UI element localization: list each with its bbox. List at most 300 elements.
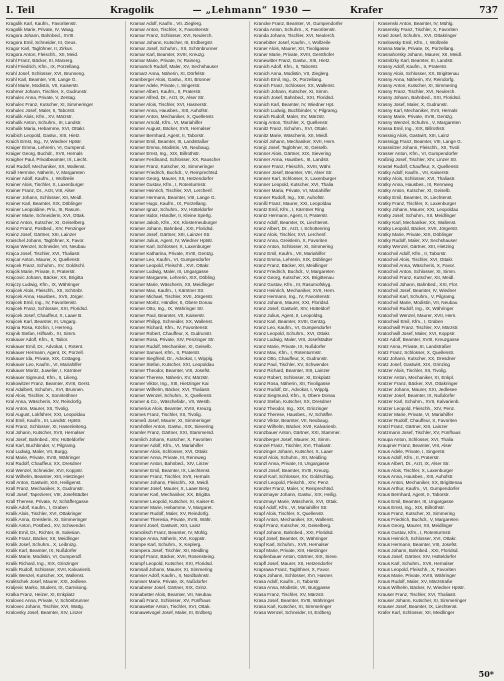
directory-entry: Krammer Johann, Fleischh., XII, Meidl. (130, 480, 210, 486)
directory-entry: Kranzberger Josef, Maurer, XI, Simm. (254, 436, 331, 442)
directory-entry: Krampf Franz, Bäcker, XVII, Rosensteing. (130, 554, 216, 560)
directory-entry: Krammer Josef, Maurer, X, Laaer Berg (130, 486, 209, 492)
directory-entry: Kratzer Josef, Beamter, IX, Nußdorfer (378, 393, 455, 399)
sheet-mark: 50* (478, 669, 494, 679)
directory-entry: Krapfenbauer Anton, Gärtner, XIX, Sieve. (254, 554, 339, 560)
directory-entry: Kraupner Franz, Beamter, VIII, Alser (378, 442, 452, 448)
directory-entry: Kral Wilhelm, Beamter, XIII, Hietzinger (6, 473, 85, 479)
directory-entry: Kranzler Franz, Maler, V, Reinprechtsd. (254, 486, 334, 492)
directory-entry: Kranich Anna, Modistin, VII, Zieglerg. (254, 70, 330, 76)
directory-entry: Krastel Rudolf, Chauffeur, X, Quellenstr. (378, 163, 460, 169)
directory-entry: Kranz Leo, Kaufm., VI, Gumpendorfer (254, 324, 332, 330)
directory-entry: Krasenski Anton, Beamter, IV, Mühlg. (378, 21, 454, 26)
directory-entry: Kranz Heinrich, Mechaniker, XVII, Hern. (254, 287, 336, 293)
directory-entry: Kral Marie, Private, XVIII, Währinger (6, 455, 81, 461)
directory-entry: Kramer Karl, Schlosser, X, Laxenburger (130, 244, 211, 250)
directory-entry: Krammer Adolf, Kfm., VI, Mariahilfer (130, 442, 204, 448)
directory-entry: Krasnahorsky Johann, Maurer, XII, Meidl. (378, 52, 463, 58)
directory-entry: Krasna Marie, Private, IX, Porzellang. (378, 45, 455, 51)
directory-entry: Kranz Johann, Maurer, XXI, Floridsd. (254, 300, 330, 306)
directory-entry: Krainer Leopoldine, Priv., III, Rasum. (6, 207, 81, 213)
directory-entry: Kranich Karl, Beamter, IV, Wiedner Hpt. (254, 101, 335, 107)
directory-entry: Kramer Leo, Kaufm., VI, Gumpendorfer (130, 256, 211, 262)
directory-entry: Kratochwil Emil, Kfm., I, Graben (378, 318, 444, 324)
directory-entry: Kraprawa Franz, Taglöhner, X, Favor. (254, 566, 331, 572)
directory-entry: Kramer Johann, Bahnbed., XXI, Floridsd. (130, 225, 214, 231)
directory-entry: Kratky Wenzel, Gärtner, XIII, Hietzing (378, 244, 454, 250)
directory-entry: Kranizl Johann, Mechaniker, XVII, Hern. (254, 138, 336, 144)
directory-entry: Kralik Richard, Ing., XIX, Grinzinger (6, 560, 79, 566)
directory-entry: Kramer Alfred, Dr., Arzt, IX, Alser Str. (130, 95, 205, 101)
directory-entry: Kraslowsky Emil, Kfm., I, Wollzeile (378, 39, 449, 45)
directory-entry: Kramerius Alois, Beamter, XVIII, Kreuzg. (130, 405, 213, 411)
directory-entry: Kranner Josef, Beamter, VIII, Alser Str. (254, 169, 333, 175)
directory-entry: Krassnig Alois, Gastwirt, XIII, Lainz (378, 132, 450, 138)
directory-entry: Kranzl Leopold, Fleischh., XIV, Penz. (254, 480, 330, 486)
directory-entry: Kratky Karl, Mechaniker, XX, Wallenst. (378, 219, 457, 225)
directory-entry: Krassnitzer Johann, Fleischh., XII, Tivoli (378, 145, 460, 151)
directory-entry: Kratky Anton, Kutscher, XI, Geiselb. (378, 188, 451, 194)
directory-entry: Kranich Josef, Bahnbed., XXI, Floridsd. (254, 95, 335, 101)
directory-entry: Krajicek Josef, Chauffeur, X, Laaer B. (6, 312, 83, 318)
directory-entry: Kratky Franz, Tischler, X, Laxenburger (378, 200, 457, 206)
directory-entry: Kranner Maria, Private, VI, Mariahilfer (254, 188, 331, 194)
directory-entry: Kramer Gustav, Kfm., I, Rotenturmstr. (130, 182, 207, 188)
directory-entry: Krassnigg Franz, Beamter, VIII, Lange G. (378, 138, 463, 144)
directory-entry: Kramar Adolf, Kaufm., VII, Zieglerg. (130, 21, 203, 26)
directory-entry: Kranz Rudolf, Dr., Advokat, I, Wipplg. (254, 386, 330, 392)
directory-entry: Kratzer Leopold, Fleischh., XIV, Penz. (378, 405, 456, 411)
directory-entry: Kratochvil Franz, Kutscher, XII, Meidl. (378, 275, 455, 281)
directory-entry: Kramer Max, Kaufm., I, Kärntner Str. (130, 287, 205, 293)
directory-entry: Kramer Samuel, Kfm., II, Praterstr. (130, 349, 201, 355)
directory-entry: Kral Anton, Maurer, XII, Tivolig. (6, 405, 70, 411)
directory-entry: Kranz Friedrich, Buchdr., V, Margareten (254, 269, 335, 275)
directory-entry: Kragora Anton, Fleischh., XII, Meid. (6, 52, 79, 58)
directory-entry: Krakauer Sigmund, Kfm., II, Lilieng. (6, 374, 79, 380)
directory-entry: Kraljevic Marko, Student, IX, Garnisong. (6, 585, 88, 591)
directory-entry: Kranz Gustav, Kfm., III, Rasumofskyg. (254, 281, 332, 287)
directory-entry: Kramer Franz, Kutscher, XI, Simmeringer (130, 163, 214, 169)
page-number: 737 (479, 6, 498, 16)
directory-entry: Krajcik Marie, Private, II, Praterstr. (6, 269, 76, 275)
directory-entry: Kramer Bernhard, Agent, II, Taborstr. (130, 132, 205, 138)
directory-entry: Kratky Johann, Maurer, XXI, Leopoldau (378, 207, 459, 213)
directory-entry: Kraigher Paul, Privatbeamter, IX, Liecht. (6, 157, 88, 163)
directory-entry: Krakauer Emil, Dr., Advokat, I, Rotent. (6, 343, 84, 349)
directory-entry: Kramer Margarete, Lehrerin, XIX, Döbling (130, 275, 215, 281)
directory-entry: Kralik Emil, Dr., Richter, III, Salesian. (6, 529, 81, 535)
directory-entry: Kranz Emma, Lehrerin, XIX, Döblinger (254, 256, 333, 262)
directory-entry: Kranz Anna, Greislerin, X, Favoriten (254, 238, 328, 244)
directory-entry: Kranabetter Alois, Beamter, VII, Neubau (130, 591, 212, 597)
directory-entry: Kratz Anna, Private, III, Landstraßer (378, 343, 452, 349)
directory-entry: Kramar Karl, Beamter, XVIII, Kreuzg. (130, 52, 206, 58)
directory-entry: Krauser Johann, Kutscher, XI, Simmeringer (378, 597, 467, 603)
directory-entry: Kral August, Lokführer, XXI, Leopoldau (6, 411, 86, 417)
directory-entry: Kratz Franz, Schlosser, X, Quellenstr. (378, 349, 455, 355)
directory-entry: Krames Franz, Tischler, XII, Tivolig. (130, 411, 202, 417)
directory-entry: Krajicek Anna, Hausbes., XVII, Jörger. (6, 293, 84, 299)
directory-entry: Kranz Stefan, Kutscher, XX, Dresdner (254, 399, 332, 405)
directory-entry: Krapf Alois, Tischler, X, Quellenstr. (254, 511, 325, 517)
directory-entry: Krammer Leopold, Kutscher, XI, Kaiser-E. (130, 498, 216, 504)
directory-entry: Krapfl Josef, Maurer, XII, Hetzendorfer (254, 560, 333, 566)
directory-entry: Kranz Julius, Agent, II, Leopoldsg. (254, 312, 324, 318)
directory-entry: Krakauer Adolf, Kfm., II, Tabor. (6, 337, 69, 343)
directory-entry: Kratzer Alois, Tischler, XII, Tivolig. (378, 368, 447, 374)
directory-entry: Krahl Josef, Schlosser, XVI, Brunneng. (6, 70, 86, 76)
column-2 (130, 21, 250, 669)
column-4 (378, 21, 498, 669)
directory-entry: Kramer Alois, Tischler, XVI, Hasnerstr. (130, 101, 208, 107)
directory-entry: Kranz Karl, Beamter, XVIII, Gentzg. (254, 318, 327, 324)
directory-entry: Krajczy Ludwig, Kfm., IX, Währinger (6, 281, 80, 287)
directory-entry: Kranner Alois, Gärtner, XIX, Sievering (254, 151, 331, 157)
directory-entry: Krainz Anton, Kutscher, XI, Geiselberg. (6, 219, 86, 225)
page-title: — „Lehmann“ 1930 — (192, 6, 312, 16)
directory-entry: Kraus Albert, Dr., Arzt, IX, Alser Str. (378, 461, 450, 467)
directory-entry: Kraus Rudolf, Maler, XV, Märzstraße (378, 579, 453, 585)
directory-entry: Kranig Anton, Tischler, X, Quellenstr. (254, 120, 329, 126)
directory-entry: Kraich Ernst, Ing., IV, Wiedner Hptstr. (6, 138, 82, 144)
directory-entry: Kranz Robert, Schlosser, XI, Enkplatz (254, 374, 331, 380)
directory-entry: Kramar Johann, Kutscher, III, Erdbergstr. (130, 39, 214, 45)
directory-entry: Krahl Franz, Bäcker, III, Marxerg. (6, 58, 74, 64)
directory-entry: Krajcovic Johann, Bäcker, XX, Brigitta (6, 275, 84, 281)
directory-entry: Krakauer Leo, Kaufm., VI, Mariahilfer (6, 362, 82, 368)
page-header (6, 5, 498, 19)
directory-entry: Kramer Hugo, Kaufm., IX, Porzellang. (130, 200, 207, 206)
directory-entry: Krainer Marie, Schneiderin, XVI, Ottak. (6, 213, 86, 219)
directory-entry: Kraner Alois, Maurer, XII, Tivoligasse (254, 45, 330, 51)
directory-entry: Kratky Josef, Schuhm., XII, Meidlinger (378, 213, 456, 219)
directory-entry: Krammer Rudolf, Maler, XV, Reindorfg. (130, 511, 210, 517)
directory-entry: Krasny Adolf, Kaufm., II, Praterstr. (378, 64, 448, 70)
directory-entry: Kranner Anna, Hausbes., III, Landstr. (254, 157, 330, 163)
directory-entry: Kramer Josef, Gärtner, XIII, Lainzer Str. (130, 231, 211, 237)
directory-entry: Krajca Josef, Tischler, XVI, Thaliastr. (6, 250, 81, 256)
directory-entry: Kramer Albert, Kaufm., II, Praterstr. (130, 89, 202, 95)
directory-entry: Krajina Rosa, Köchin, I, Herreng. (6, 324, 74, 330)
directory-entry: Krampe Anna, Näherin, XVI, Koppstr. (130, 535, 206, 541)
directory-entry: Krakauer Ida, Private, XIX, Cottageg. (6, 355, 82, 361)
directory-entry: Kralik Josef, Schuhm., X, Leibnizg. (6, 542, 77, 548)
directory-entry: Krasa Franz, Tischler, XV, Märzstr. (254, 591, 325, 597)
directory-entry: Kranz Franz, Bäcker, XII, Meidlinger (254, 262, 328, 268)
directory-entry: Kranich Emil, Ing., IX, Porzellang. (254, 76, 323, 82)
directory-entry: Kral Emil, Kaufm., III, Landstr. Hptstr. (6, 418, 82, 423)
directory-entry: Krasser Anton, Kfm., VI, Gumpendorfer (378, 151, 458, 157)
directory-entry: Kraischel Johann, Taglöhner, X, Favor. (6, 238, 85, 244)
directory-entry: Krammer Anna, Private, III, Rennweg (130, 455, 206, 461)
directory-entry: Krakauer Moritz, Juwelier, I, Kärntner (6, 368, 82, 374)
directory-entry: Kramer Emil, Beamter, III, Landstraßer (130, 138, 209, 144)
directory-entry: Kraus Arthur, Kaufm., VI, Gumpendorfer (378, 486, 460, 492)
directory-entry: Kratzer Rudolf, Chauffeur, X, Favoriten (378, 418, 458, 423)
directory-entry: Kranzl Josef, Beamter, XVIII, Kreuzg. (254, 467, 330, 473)
column-3 (254, 21, 374, 669)
directory-entry: Krammer Marie, Hebamme, V, Margaret. (130, 504, 213, 510)
directory-entry: Kraus Hermann, Beamter, VIII, Josefst. (378, 542, 458, 548)
directory-entry: Kranßl Franz, Maurer, XXI, Leopoldau (254, 200, 332, 206)
directory-entry: Krammer Karl, Mechaniker, XX, Brigitta (130, 492, 210, 498)
directory-entry: Krasny Wenzel, Schuhm., V, Margareten (378, 120, 461, 126)
directory-entry: Kramarsch Rudolf, Maler, XV, Sechshauser (130, 64, 219, 70)
directory-entry: Kramer Robert, Chauffeur, X, Gudrunstr. (130, 331, 213, 337)
directory-entry: Kramer Georg, Maurer, XII, Hetzendorfer (130, 176, 214, 182)
directory-entry: Kramer Wenzel, Schuhm., X, Quellenstr. (130, 393, 213, 399)
directory-entry: Kratky Anna, Hausbes., III, Rennweg (378, 182, 454, 188)
directory-entry: Krauser Franz, Tischler, XVI, Thaliastr. (378, 591, 457, 597)
directory-entry: Kraus Wilhelm, Bäcker, IV, Wiedner Hptstr. (378, 585, 465, 591)
directory-entry: Krampera Josef, Tischler, XII, Meidling (130, 548, 209, 554)
directory-entry: Kralovec Johann, Tischler, XVI, Wattg. (6, 604, 84, 610)
directory-entry: Kranz Siegmund, Kfm., II, Obere Donau (254, 393, 336, 399)
directory-entry: Kramer Richard, Kfm., IV, Favoritenstr. (130, 324, 209, 330)
directory-entry: Krasny Anton, Kutscher, XI, Simmering (378, 83, 458, 89)
directory-entry: Kraus Adolf, Kfm., II, Praterstr. (378, 455, 440, 461)
directory-entry: Kramer Isidor, Händler, II, Kleine Sperlg. (130, 213, 212, 219)
directory-entry: Kramer Theodor, Beamter, VIII, Josefst. (130, 368, 211, 374)
directory-entry: Kramsall Johann, Maurer, XI, Simmering (130, 566, 213, 572)
directory-entry: Kral Anna, Wäscherin, XV, Reindorfg. (6, 399, 83, 405)
directory-entry: Kranich Johann, Kutscher, XI, Simm. (254, 89, 329, 95)
directory-entry: Krantz Hermann, Agent, II, Praterstr. (254, 213, 329, 219)
directory-entry: Kraus Johann, Bahnbed., XXI, Floridsd. (378, 548, 459, 554)
directory-entry: Krasny Johann, Bahnbed., XXI, Floridsd. (378, 95, 461, 101)
directory-entry: Kranda Johann, Tischler, XVI, Neulerch. (254, 33, 336, 39)
directory-entry: Kranebitter Josef, Kaufm., I, Wollzeile (254, 39, 331, 45)
directory-entry: Kratzmann Josef, Tischler, XV, Fünfhaus (378, 430, 461, 436)
directory-entry: Kramer Marie, Wäscherin, XII, Meidlinger (130, 281, 214, 287)
directory-entry: Kratzer Anton, Mechaniker, XI, Enkpl. (378, 374, 455, 380)
directory-entry: Krainer Adolf, Kaufm., I, Wollzeile (6, 176, 75, 182)
directory-entry: Kranewitter Franz, Gastw., XIII, Hietz. (254, 58, 331, 64)
directory-entry: Kratzer Johann, Maurer, XXI, Jedlesee (378, 386, 457, 392)
directory-entry: Kramer Moritz, Händler, II, Obere Donau (130, 300, 213, 306)
directory-entry: Kraus Karl, Schuhm., XVII, Hernalser (378, 560, 454, 566)
directory-entry: Kranz Theodor, Ing., XIX, Grinzinger (254, 405, 328, 411)
directory-entry: Kranz Rosa, Näherin, XII, Tivoligasse (254, 380, 331, 386)
directory-entry: Kratochwill Josef, Maler, XVI, Koppstr. (378, 331, 456, 337)
directory-entry: Krapf Anton, Mechaniker, XX, Wallenst. (254, 517, 335, 523)
directory-entry: Kraus Josef, Gärtner, XIV, Hütteldorfer (378, 554, 457, 560)
directory-entry: Kramer Wilhelm, Bäcker, XVI, Thaliastr. (130, 386, 211, 392)
directory-entry: Kranzmayer Johann, Gastw., XIX, Heilig. (254, 492, 337, 498)
directory-entry: Kral Alois, Tischler, X, Sonnleithner (6, 393, 78, 399)
directory-entry: Kraiger Georg, Buchdr., XVII, Hernals (6, 151, 83, 157)
directory-entry: Kralovec Anna, Private, V, Schönbrunner (6, 597, 90, 603)
directory-entry: Krajicek Karl, Beamter, III, Ungarg. (6, 318, 77, 324)
column-1 (6, 21, 126, 669)
directory-entry: Krasa Karl, Kutscher, XI, Simmeringer (254, 604, 332, 610)
directory-entry: Kratky Rudolf, Maler, XV, Sechshauser (378, 238, 457, 244)
directory-entry: Krasa Adolf, Kaufm., II, Taborstr. (254, 579, 320, 585)
directory-entry: Kramer Michael, Tischler, XVII, Jörgerstr. (130, 293, 214, 299)
directory-entry: Kraus Heinrich, Schlosser, XVI, Ottakr. (378, 535, 457, 541)
directory-entry: Krakauer Hermann, Agent, IX, Porzell. (6, 349, 84, 355)
directory-entry: Kratochvil Anton, Schlosser, XI, Simm. (378, 269, 457, 275)
directory-entry: Kralik Alois, Tischler, XVI, Ottakringer (6, 511, 82, 517)
directory-entry: Kranz Otto, Chauffeur, X, Gudrunstr. (254, 355, 328, 361)
directory-entry: Kranz Hermann, Ing., IV, Favoritenstr. (254, 293, 331, 299)
directory-entry: Kramer Hermann, Beamter, VIII, Lange G. (130, 194, 216, 200)
directory-entry: Kraus Gustav, Kfm., I, Rotenturmstr. (378, 529, 452, 535)
directory-entry: Kramer August, Bäcker, XVII, Hernalser (130, 126, 211, 132)
directory-entry: Krasa Anna, Modistin, VII, Burggasse (254, 585, 331, 591)
directory-entry: Kraus Franz, Kutscher, XI, Simmering (378, 511, 455, 517)
directory-entry: Kranich Franz, Schlosser, XX, Wallenst. (254, 83, 336, 89)
directory-entry: Kratochvil Rudolf, Ing., IX, Währinger (378, 306, 454, 312)
directory-entry: Kramer Rosa, Private, XIV, Penzinger Str. (130, 337, 215, 343)
directory-entry: Kranich Ludwig, Buchbinder, V, Pilgramg. (254, 107, 339, 113)
right-keyword: Krafer (350, 6, 383, 16)
directory-entry: Kratky Alois, Schlosser, XVI, Thaliastr. (378, 176, 456, 182)
directory-entry: Krasny Josef, Maler, X, Gudrunstr. (378, 101, 448, 107)
directory-entry: Kral Ludwig, Maler, VII, Burgg. (6, 449, 69, 455)
directory-entry: Krammer Emil, Beamter, IX, Liechtenst. (130, 467, 211, 473)
directory-entry: Kratz Johann, Kutscher, XX, Dresdner (378, 355, 456, 361)
directory-entry: Kramer Heinrich, Tischler, XVI, Lerchenf. (130, 188, 213, 194)
directory-entry: Krainer Alois, Tischler, X, Laxenburger (6, 182, 84, 188)
directory-entry: Kratzer Marie, Private, VI, Mariahilfer (378, 411, 454, 417)
directory-entry: Kramer Arnold, Kfm., VI, Mariahilfer (130, 120, 203, 126)
directory-entry: Kranner Rudolf, Ing., XIII, Auhofstr. (254, 194, 325, 200)
directory-entry: Krajcar Anton, Maurer, X, Quellenstr. (6, 256, 81, 262)
directory-entry: Krahulec Franz, Kutscher, XI, Simmeringer (6, 101, 94, 107)
directory-entry: Kranitz Franz, Schuhm., XVI, Ottakr. (254, 126, 329, 132)
directory-entry: Krapf Karl, Schuhm., XVII, Hernalser (254, 542, 329, 548)
directory-entry: Kratochwill Franz, Tischler, XV, Märzstr. (378, 324, 459, 330)
directory-columns (6, 21, 498, 669)
directory-entry: Kratochvil Alois, Tischler, XVI, Ottakr. (378, 256, 454, 262)
directory-entry: Kramler Franz, Gärtner, XXI, Stammersd. (130, 430, 215, 436)
directory-entry: Kramml Josef, Gastwirt, XIII, Lainz (130, 523, 201, 529)
directory-entry: Krail Rudolf, Mechaniker, XX, Wallenst. (6, 163, 86, 169)
directory-entry: Krapf Johann, Bahnbed., XXI, Floridsd. (254, 529, 334, 535)
directory-entry: Krasny Anna, Näherin, XV, Reindorfg. (378, 76, 455, 82)
directory-entry: Krahl Friedrich, Kfm., IX, Porzellang. (6, 64, 81, 70)
directory-entry: Kratky Leopold, Bäcker, XVII, Jörgerstr. (378, 225, 459, 231)
directory-entry: Kraus Georg, Maurer, XII, Meidlinger (378, 523, 453, 529)
directory-entry: Kramer Anna, Hausbes., XIII, Auhofstr. (130, 107, 209, 113)
directory-entry: Kramer Paul, Beamter, VII, Kaiserstr. (130, 312, 206, 318)
directory-entry: Krainz Josef, Gärtner, XIII, Lainzer (6, 231, 77, 237)
directory-entry: Krahulec Josef, Maler, II, Taborstr. (6, 107, 76, 113)
directory-entry: Kraill Hermine, Näherin, V, Margareten (6, 169, 85, 175)
directory-entry: Kral Karl, Buchbinder, V, Pilgramg. (6, 442, 77, 448)
directory-entry: Krasensky Franz, Tischler, X, Favoriten (378, 27, 458, 33)
directory-entry: Krainer Karl, Beamter, XIX, Döblinger (6, 200, 83, 206)
directory-entry: Krammer Franz, Tischler, XVII, Hernals (130, 473, 210, 479)
directory-entry: Krantz Emil, Kfm., I, Kärntner Ring (254, 207, 325, 213)
directory-entry: Krapf Franz, Kutscher, XI, Geiselberg. (254, 523, 332, 529)
directory-entry: Krahl Marie, Modistin, VII, Kaiserstr. (6, 83, 80, 89)
directory-entry: Kramer Emma, Modistin, VII, Neubaug. (130, 145, 210, 151)
directory-entry: Krainer Johann, Schlosser, XII, Meidl. (6, 194, 83, 200)
directory-entry: Krassa Emil, Ing., XIX, Billrothstr. (378, 126, 446, 132)
directory-entry: Kragora Emil, Schneider, III, Geus. (6, 39, 77, 45)
directory-entry: Krajnik Stefan, Hilfsarb., XI, Simm. (6, 331, 77, 337)
directory-entry: Krajicek Alois, Fleischh., XII, Schönbr. (6, 287, 84, 293)
directory-entry: Kratochvil Karl, Schuhm., V, Pilgramg. (378, 293, 456, 299)
directory-entry: Kragolik Marie, Private, IV, Waag. (6, 27, 75, 33)
directory-entry: Kramer Otto, Ing., IX, Währinger Str. (130, 306, 205, 312)
directory-entry: Kramser Adolf, Kaufm., II, Nordbahnstr. (130, 573, 210, 579)
directory-entry: Kranz Max, Kfm., I, Rotenturmstr. (254, 349, 322, 355)
directory-entry: Kramer Adele, Private, I, Singerstr. (130, 83, 201, 89)
directory-entry: Krasa Wenzel, Schneider, III, Erdberg (254, 610, 331, 616)
directory-entry: Kralik Anton, Postbed., XV, Schwender. (6, 523, 87, 529)
directory-entry: Kralik Karl, Beamter, IX, Nußdorfer (6, 548, 77, 554)
directory-entry: Kranner Franz, Fleischh., XVIII, Währ. (254, 163, 332, 169)
directory-entry: Kramlich Johann, Kutscher, X, Favoriten (130, 436, 212, 442)
directory-entry: Krall Franz, Mechaniker, X, Gudrunstr. (6, 486, 84, 492)
directory-entry: Kranz Marie, Private, IX, Nußdorfer (254, 343, 326, 349)
directory-entry: Kral Rudolf, Chauffeur, XX, Dresdner (6, 461, 82, 467)
directory-entry: Kramer Ferdinand, Schlosser, XX, Rauscher (130, 157, 221, 163)
directory-entry: Krainz Franz, Postbed., XIV, Penzinger (6, 225, 86, 231)
directory-entry: Kramer Anton, Mechaniker, X, Quellenstr. (130, 114, 215, 120)
directory-entry: Kranich Adolf, Kfm., II, Taborstr. (254, 64, 319, 70)
part-label: I. Teil (6, 6, 35, 16)
directory-entry: Kramer Ernst, Ing., XIX, Billrothstr. (130, 151, 200, 157)
directory-entry: Kranzbauer Anton, Gärtner, XXI, Stammer. (254, 430, 341, 436)
directory-entry: Krammer Anton, Bahnbed., XIV, Linzer (130, 461, 209, 467)
directory-entry: Kranz Paul, Tischler, XV, Schwender. (254, 362, 330, 368)
directory-entry: Kralik Wenzel, Kutscher, XX, Wallenst. (6, 573, 85, 579)
directory-entry: Kral Wenzel, Schneider, XVI, Koppstr. (6, 467, 84, 473)
directory-entry: Kraus Leopold, Fleischh., X, Favoriten (378, 566, 456, 572)
directory-entry: Kranzmayr Marie, Wäscherin, XVI, Ottak. (254, 498, 338, 504)
directory-entry: Krapf Josef, Beamter, IX, Währinger (254, 535, 328, 541)
directory-entry: Kramer Stefan, Kutscher, XXI, Leopoldau (130, 362, 215, 368)
directory-entry: Kralik Rudolf, Schlosser, XVII, Kalvarienb. (6, 566, 92, 572)
directory-entry: Kranjc Josef, Taglöhner, XI, Geiselb. (254, 145, 328, 151)
directory-entry: Kranz Leopold, Schuhm., XVI, Ottakr. (254, 331, 331, 337)
directory-entry: Krammer Theresia, Private, XVIII, Währ. (130, 517, 212, 523)
directory-entry: Kramhöller Anton, Gastw., XIX, Sievering (130, 424, 214, 430)
directory-entry: Kramer Friedrich, Buchdr., V, Reinprechtsd. (130, 169, 219, 175)
directory-entry: Kraus Marie, Private, XVIII, Währinger (378, 573, 456, 579)
directory-entry: Krasny Franz, Tischler, XVI, Neulerch. (378, 89, 456, 95)
directory-entry: Kralik Franz, Bäcker, XII, Meidlinger (6, 535, 80, 541)
directory-entry: Kramar Marie, Private, IV, Rainerg. (130, 58, 202, 64)
directory-entry: Kralik Anna, Greislerin, XI, Simmeringer (6, 517, 87, 523)
directory-entry: Kraus Adele, Private, I, Singerstr. (378, 449, 446, 455)
directory-entry: Krampe Karl, Schuhm., X, Keplerg. (130, 542, 202, 548)
directory-entry: Kralka Franz, Heizer, XI, Enkplatz (6, 591, 75, 597)
directory-entry: Krajicek Franz, Schlosser, XXI, Floridsd. (6, 306, 88, 312)
directory-entry: Kramberger Alois, Gastw., XXI, Brünner (130, 76, 211, 82)
directory-entry: Kramar Josef, Schuhm., XII, Schönbrunner (130, 45, 218, 51)
directory-entry: Kranz Viktor, Beamter, VII, Neubaug. (254, 418, 329, 423)
directory-entry: Kranzl Anna, Private, III, Ungargasse (254, 461, 330, 467)
directory-entry: Kramer Julius, Agent, IV, Wiedner Hptstr. (130, 238, 214, 244)
directory-entry: Kramar Franz, Schlosser, XVI, Neulerch. (130, 33, 213, 39)
directory-entry: Krasl Josef, Schuhm., XVI, Ottakringer (378, 33, 457, 39)
directory-entry: Kratochvil Wenzel, Maurer, XVII, Hern. (378, 312, 457, 318)
directory-entry: Krasa Josef, Beamter, XVIII, Währinger (254, 597, 335, 603)
directory-entry: Krall Anton, Gastwirt, XIX, Heiligenst. (6, 480, 82, 486)
directory-entry: Kramer Katharina, Private, XVIII, Gentzg. (130, 250, 214, 256)
directory-entry: Kranzl Alois, Schuhm., XII, Meidling (254, 455, 327, 461)
directory-entry: Kratky Adolf, Kaufm., VII, Kaiserstr. (378, 169, 450, 175)
directory-entry: Kragolik Karl, Kaufm., Favoritenstr. (6, 21, 77, 26)
directory-entry: Kranzel Franz, Tischler, XVI, Thaliastr. (254, 442, 332, 448)
directory-entry: Kramer Viktor, Ing., XIII, Hietzinger Kai (130, 380, 209, 386)
